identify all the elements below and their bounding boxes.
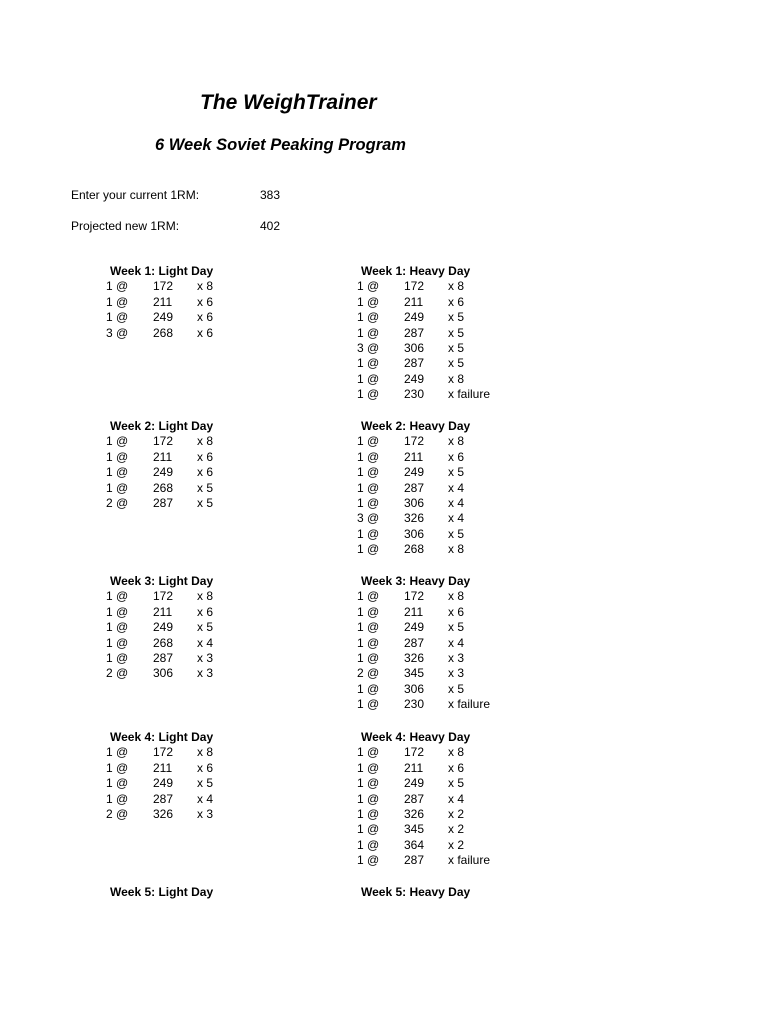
week-3-light-day xyxy=(106,574,213,682)
set-row xyxy=(357,761,470,776)
set-weight: 306 xyxy=(153,666,174,681)
set-weight: 249 xyxy=(153,310,174,325)
set-weight: 249 xyxy=(404,465,425,480)
set-row xyxy=(357,776,470,791)
set-row xyxy=(357,511,470,526)
set-row xyxy=(357,279,470,294)
week-1-heavy-day xyxy=(357,264,491,403)
set-weight: 326 xyxy=(404,806,425,821)
set-sets: 1 @ xyxy=(357,495,380,510)
set-reps: x 5 xyxy=(448,620,465,635)
set-weight: 249 xyxy=(404,310,425,325)
set-reps: x 5 xyxy=(448,465,465,480)
set-reps: x 6 xyxy=(448,760,465,775)
set-sets: 1 @ xyxy=(357,480,380,495)
set-reps: x 5 xyxy=(448,325,465,340)
set-reps: x 8 xyxy=(448,589,465,604)
set-weight: 287 xyxy=(404,356,425,371)
set-weight: 345 xyxy=(404,666,425,681)
set-reps: x 2 xyxy=(448,822,465,837)
set-reps: x 5 xyxy=(448,776,465,791)
set-row xyxy=(106,761,213,776)
projected-1rm-value: 402 xyxy=(260,219,281,233)
set-row xyxy=(357,387,491,402)
set-sets: 1 @ xyxy=(106,434,129,449)
set-reps: x 8 xyxy=(197,745,214,760)
set-row xyxy=(106,279,213,294)
set-row xyxy=(357,341,470,356)
set-sets: 1 @ xyxy=(357,434,380,449)
week-4-light-day xyxy=(106,730,213,822)
day-title: Week 2: Heavy Day xyxy=(361,419,471,433)
set-row xyxy=(106,310,213,325)
week-2-light-day xyxy=(106,419,213,511)
set-weight: 211 xyxy=(153,449,173,464)
set-sets: 1 @ xyxy=(106,635,129,650)
set-reps: x 4 xyxy=(448,480,465,495)
set-sets: 1 @ xyxy=(357,310,380,325)
set-weight: 306 xyxy=(404,526,425,541)
set-weight: 306 xyxy=(404,340,425,355)
set-weight: 172 xyxy=(404,745,425,760)
set-sets: 1 @ xyxy=(357,822,380,837)
week-4-heavy-day xyxy=(357,730,491,869)
set-row xyxy=(357,666,470,681)
day-title: Week 3: Heavy Day xyxy=(361,574,471,588)
set-sets: 1 @ xyxy=(357,589,380,604)
set-reps: x failure xyxy=(448,387,491,402)
set-row xyxy=(357,326,470,341)
set-sets: 1 @ xyxy=(357,465,380,480)
set-reps: x 4 xyxy=(197,791,214,806)
set-weight: 211 xyxy=(153,604,173,619)
set-sets: 1 @ xyxy=(106,449,129,464)
set-sets: 1 @ xyxy=(106,310,129,325)
set-weight: 287 xyxy=(404,635,425,650)
set-sets: 1 @ xyxy=(357,806,380,821)
set-sets: 1 @ xyxy=(357,650,380,665)
set-row xyxy=(357,295,470,310)
set-row xyxy=(357,434,470,449)
set-row xyxy=(357,356,470,371)
set-weight: 287 xyxy=(404,791,425,806)
set-sets: 1 @ xyxy=(357,526,380,541)
set-reps: x 5 xyxy=(197,776,214,791)
set-row xyxy=(357,682,470,697)
set-sets: 1 @ xyxy=(357,542,380,557)
set-weight: 249 xyxy=(153,776,174,791)
set-reps: x 5 xyxy=(197,620,214,635)
set-weight: 268 xyxy=(404,542,425,557)
set-sets: 1 @ xyxy=(357,449,380,464)
set-row xyxy=(357,620,470,635)
set-row xyxy=(106,636,213,651)
page-title: The WeighTrainer xyxy=(200,91,377,114)
set-reps: x 6 xyxy=(197,465,214,480)
current-1rm-label: Enter your current 1RM: xyxy=(71,188,200,202)
set-reps: x failure xyxy=(448,853,491,868)
set-row xyxy=(106,496,213,511)
set-sets: 3 @ xyxy=(106,325,129,340)
set-sets: 1 @ xyxy=(106,294,129,309)
set-sets: 1 @ xyxy=(357,604,380,619)
set-reps: x 6 xyxy=(448,449,465,464)
set-reps: x 5 xyxy=(448,356,465,371)
program-subtitle: 6 Week Soviet Peaking Program xyxy=(155,136,406,154)
set-weight: 211 xyxy=(404,294,424,309)
set-weight: 172 xyxy=(404,589,425,604)
set-weight: 172 xyxy=(153,745,174,760)
set-row xyxy=(106,589,213,604)
set-sets: 2 @ xyxy=(357,666,380,681)
set-row xyxy=(357,605,470,620)
set-sets: 1 @ xyxy=(106,791,129,806)
set-reps: x 8 xyxy=(448,745,465,760)
set-reps: x 4 xyxy=(448,635,465,650)
day-title: Week 4: Light Day xyxy=(110,730,214,744)
set-row xyxy=(357,527,470,542)
set-reps: x 5 xyxy=(448,340,465,355)
set-reps: x 2 xyxy=(448,837,465,852)
set-row xyxy=(357,542,470,557)
day-title: Week 5: Light Day xyxy=(110,885,214,899)
set-reps: x 8 xyxy=(197,434,214,449)
set-row xyxy=(357,651,470,666)
set-weight: 230 xyxy=(404,387,425,402)
set-weight: 211 xyxy=(404,449,424,464)
week-2-heavy-day xyxy=(357,419,470,558)
set-weight: 172 xyxy=(404,434,425,449)
set-reps: x 2 xyxy=(448,806,465,821)
set-weight: 287 xyxy=(153,495,174,510)
set-weight: 287 xyxy=(404,325,425,340)
set-sets: 1 @ xyxy=(106,604,129,619)
projected-1rm-label: Projected new 1RM: xyxy=(71,219,180,233)
set-reps: x 3 xyxy=(197,666,214,681)
set-sets: 1 @ xyxy=(106,465,129,480)
set-reps: x 3 xyxy=(448,666,465,681)
set-weight: 249 xyxy=(153,465,174,480)
set-weight: 211 xyxy=(153,760,173,775)
set-row xyxy=(357,636,470,651)
set-weight: 211 xyxy=(404,604,424,619)
set-sets: 1 @ xyxy=(357,387,380,402)
day-title: Week 5: Heavy Day xyxy=(361,885,471,899)
set-row xyxy=(106,620,213,635)
day-title: Week 4: Heavy Day xyxy=(361,730,471,744)
set-row xyxy=(357,372,470,387)
set-sets: 1 @ xyxy=(357,279,380,294)
set-sets: 1 @ xyxy=(357,837,380,852)
set-row xyxy=(106,605,213,620)
set-sets: 1 @ xyxy=(357,620,380,635)
set-reps: x 3 xyxy=(448,650,465,665)
day-title: Week 1: Light Day xyxy=(110,264,214,278)
set-weight: 364 xyxy=(404,837,425,852)
set-reps: x 6 xyxy=(197,449,214,464)
set-reps: x 6 xyxy=(197,310,214,325)
set-reps: x 8 xyxy=(197,279,214,294)
set-sets: 1 @ xyxy=(357,356,380,371)
set-row xyxy=(357,822,470,837)
set-reps: x 6 xyxy=(197,325,214,340)
set-reps: x 5 xyxy=(197,480,214,495)
set-sets: 1 @ xyxy=(357,681,380,696)
set-sets: 2 @ xyxy=(106,806,129,821)
set-weight: 287 xyxy=(153,791,174,806)
set-weight: 211 xyxy=(404,760,424,775)
day-title: Week 1: Heavy Day xyxy=(361,264,471,278)
set-row xyxy=(357,481,470,496)
set-weight: 306 xyxy=(404,495,425,510)
set-weight: 268 xyxy=(153,480,174,495)
set-sets: 1 @ xyxy=(357,760,380,775)
set-weight: 287 xyxy=(153,650,174,665)
set-sets: 1 @ xyxy=(357,745,380,760)
week-5-light-day xyxy=(106,885,213,900)
set-reps: x 8 xyxy=(197,589,214,604)
set-sets: 1 @ xyxy=(357,697,380,712)
set-reps: x 8 xyxy=(448,434,465,449)
set-sets: 1 @ xyxy=(357,371,380,386)
set-weight: 172 xyxy=(404,279,425,294)
set-sets: 1 @ xyxy=(106,745,129,760)
set-row xyxy=(106,465,213,480)
set-sets: 3 @ xyxy=(357,511,380,526)
set-reps: x 4 xyxy=(197,635,214,650)
set-sets: 1 @ xyxy=(357,791,380,806)
set-sets: 1 @ xyxy=(357,776,380,791)
set-reps: x 5 xyxy=(448,526,465,541)
set-reps: x 5 xyxy=(197,495,214,510)
set-row xyxy=(357,697,491,712)
set-weight: 326 xyxy=(404,511,425,526)
set-row xyxy=(357,745,470,760)
set-sets: 2 @ xyxy=(106,495,129,510)
week-3-heavy-day xyxy=(357,574,491,713)
set-sets: 1 @ xyxy=(357,325,380,340)
set-reps: x 4 xyxy=(448,511,465,526)
set-weight: 211 xyxy=(153,294,173,309)
set-reps: x 6 xyxy=(197,760,214,775)
set-weight: 306 xyxy=(404,681,425,696)
set-weight: 172 xyxy=(153,279,174,294)
set-reps: x 8 xyxy=(448,371,465,386)
set-weight: 326 xyxy=(404,650,425,665)
day-title: Week 2: Light Day xyxy=(110,419,214,433)
set-row xyxy=(106,295,213,310)
set-row xyxy=(357,310,470,325)
set-row xyxy=(357,853,491,868)
current-1rm-value[interactable]: 383 xyxy=(260,188,281,202)
set-row xyxy=(106,666,213,681)
set-reps: x 6 xyxy=(448,294,465,309)
set-weight: 249 xyxy=(404,371,425,386)
set-sets: 1 @ xyxy=(106,776,129,791)
set-weight: 345 xyxy=(404,822,425,837)
set-row xyxy=(106,434,213,449)
set-weight: 287 xyxy=(404,480,425,495)
set-row xyxy=(357,465,470,480)
set-row xyxy=(106,792,213,807)
set-sets: 3 @ xyxy=(357,340,380,355)
set-sets: 1 @ xyxy=(106,480,129,495)
set-weight: 268 xyxy=(153,635,174,650)
set-sets: 1 @ xyxy=(357,294,380,309)
set-reps: x 5 xyxy=(448,681,465,696)
set-weight: 249 xyxy=(404,620,425,635)
set-sets: 1 @ xyxy=(106,650,129,665)
set-row xyxy=(106,745,213,760)
set-sets: 2 @ xyxy=(106,666,129,681)
set-row xyxy=(357,792,470,807)
set-row xyxy=(106,481,213,496)
set-row xyxy=(357,496,470,511)
set-row xyxy=(106,651,213,666)
set-row xyxy=(357,807,470,822)
set-row xyxy=(357,589,470,604)
week-5-heavy-day xyxy=(357,885,470,900)
set-reps: x 6 xyxy=(448,604,465,619)
set-sets: 1 @ xyxy=(106,589,129,604)
set-reps: x 3 xyxy=(197,650,214,665)
set-weight: 326 xyxy=(153,806,174,821)
set-reps: x 6 xyxy=(197,604,214,619)
set-weight: 268 xyxy=(153,325,174,340)
set-weight: 172 xyxy=(153,434,174,449)
set-row xyxy=(106,807,213,822)
set-row xyxy=(357,450,470,465)
set-reps: x 4 xyxy=(448,791,465,806)
set-weight: 172 xyxy=(153,589,174,604)
set-reps: x failure xyxy=(448,697,491,712)
set-sets: 1 @ xyxy=(357,635,380,650)
set-reps: x 4 xyxy=(448,495,465,510)
set-weight: 230 xyxy=(404,697,425,712)
set-sets: 1 @ xyxy=(357,853,380,868)
set-sets: 1 @ xyxy=(106,620,129,635)
set-sets: 1 @ xyxy=(106,760,129,775)
set-row xyxy=(106,450,213,465)
set-row xyxy=(357,838,470,853)
set-weight: 249 xyxy=(404,776,425,791)
set-weight: 249 xyxy=(153,620,174,635)
day-title: Week 3: Light Day xyxy=(110,574,214,588)
set-row xyxy=(106,326,213,341)
set-row xyxy=(106,776,213,791)
set-weight: 287 xyxy=(404,853,425,868)
set-reps: x 3 xyxy=(197,806,214,821)
set-reps: x 5 xyxy=(448,310,465,325)
set-reps: x 8 xyxy=(448,279,465,294)
set-sets: 1 @ xyxy=(106,279,129,294)
set-reps: x 8 xyxy=(448,542,465,557)
set-reps: x 6 xyxy=(197,294,214,309)
week-1-light-day xyxy=(106,264,213,341)
